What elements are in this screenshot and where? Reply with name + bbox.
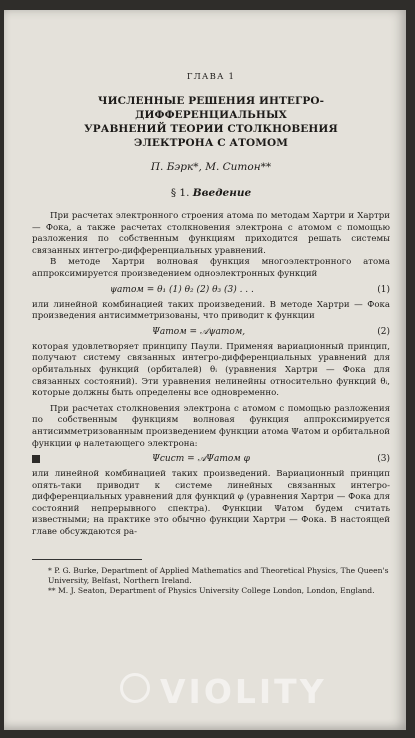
paragraph: которая удовлетворяет принципу Паули. Применяя вариационный принцип, получают систему связанных интегро-дифференциальных уравнений для орбитальных функций (орбиталей) θᵢ (уравнения Хартри — Фока для связанных состояний). Эти уравнения нелинейны относительно функций θᵢ, которые должны быть определены все одновременно. [32, 341, 390, 399]
equation-2 [32, 323, 390, 342]
footnotes [32, 566, 390, 596]
footnote: * P. G. Burke, Department of Applied Mathematics and Theoretical Physics, The Queen's University, Belfast, Northern Ireland. [48, 565, 389, 585]
book-page [4, 10, 406, 730]
title-line: ЧИСЛЕННЫЕ РЕШЕНИЯ ИНТЕГРО-ДИФФЕРЕНЦИАЛЬНЫХ [97, 95, 325, 121]
paragraph: При расчетах электронного строения атома по методам Хартри и Хартри — Фока, а также расчетах столкновения электрона с атомом с помощью разложения по собственным функциям приходится решать системы связанных интегро-дифференциальных уравнений. [32, 211, 390, 256]
authors: П. Бэрк*, М. Ситон** [150, 161, 272, 173]
watermark-logo-icon [120, 673, 150, 703]
paragraph: В методе Хартри волновая функция многоэлектронного атома аппроксимируется произведением одноэлектронных функций [32, 257, 390, 279]
footnote-rule [32, 559, 142, 560]
chapter-heading: ГЛАВА 1 [186, 72, 236, 82]
equation-number: (2) [377, 326, 390, 337]
title-line: УРАВНЕНИЙ ТЕОРИИ СТОЛКНОВЕНИЯ [84, 123, 338, 135]
watermark: VIOLITY [160, 672, 327, 711]
section-title: Введение [192, 187, 252, 199]
equation-body: ψатом = θ₁ (1) θ₂ (2) θ₃ (3) . . . [110, 284, 254, 295]
margin-mark-icon [32, 455, 40, 463]
equation-body: Ψатом = 𝒜ψатом, [152, 326, 246, 337]
equation-number: (3) [377, 454, 390, 465]
chapter-title [32, 94, 390, 150]
equation-number: (1) [377, 284, 390, 295]
title-line: ЭЛЕКТРОНА С АТОМОМ [134, 137, 288, 149]
equation-3 [32, 450, 390, 469]
paragraph: или линейной комбинацией таких произведений. Вариационный принцип опять-таки приводит к системе линейных связанных интегро-дифференциальных уравнений для функций φ (уравнения Хартри — Фока для состояний непрерывного спектра). Функции Ψатом будем считать известными; на практике это обычно функции Хартри — Фока. В настоящей главе обсуждаются ра- [32, 469, 390, 538]
equation-1 [32, 281, 390, 300]
paragraph: При расчетах столкновения электрона с атомом с помощью разложения по собственным функциям волновая функция аппроксимируется антисимметризованным произведением функции атома Ψатом и орбитальной функции φ налетающего электрона: [32, 403, 390, 449]
paragraph: или линейной комбинацией таких произведений. В методе Хартри — Фока произведения антисимметризованы, что приводит к функции [32, 299, 390, 322]
page-content [32, 72, 390, 596]
section-heading [32, 187, 390, 199]
section-number: § 1. [170, 187, 190, 199]
equation-body: Ψсист = 𝒜Ψатом φ [152, 454, 250, 465]
footnote: ** M. J. Seaton, Department of Physics University College London, London, England. [48, 585, 375, 595]
